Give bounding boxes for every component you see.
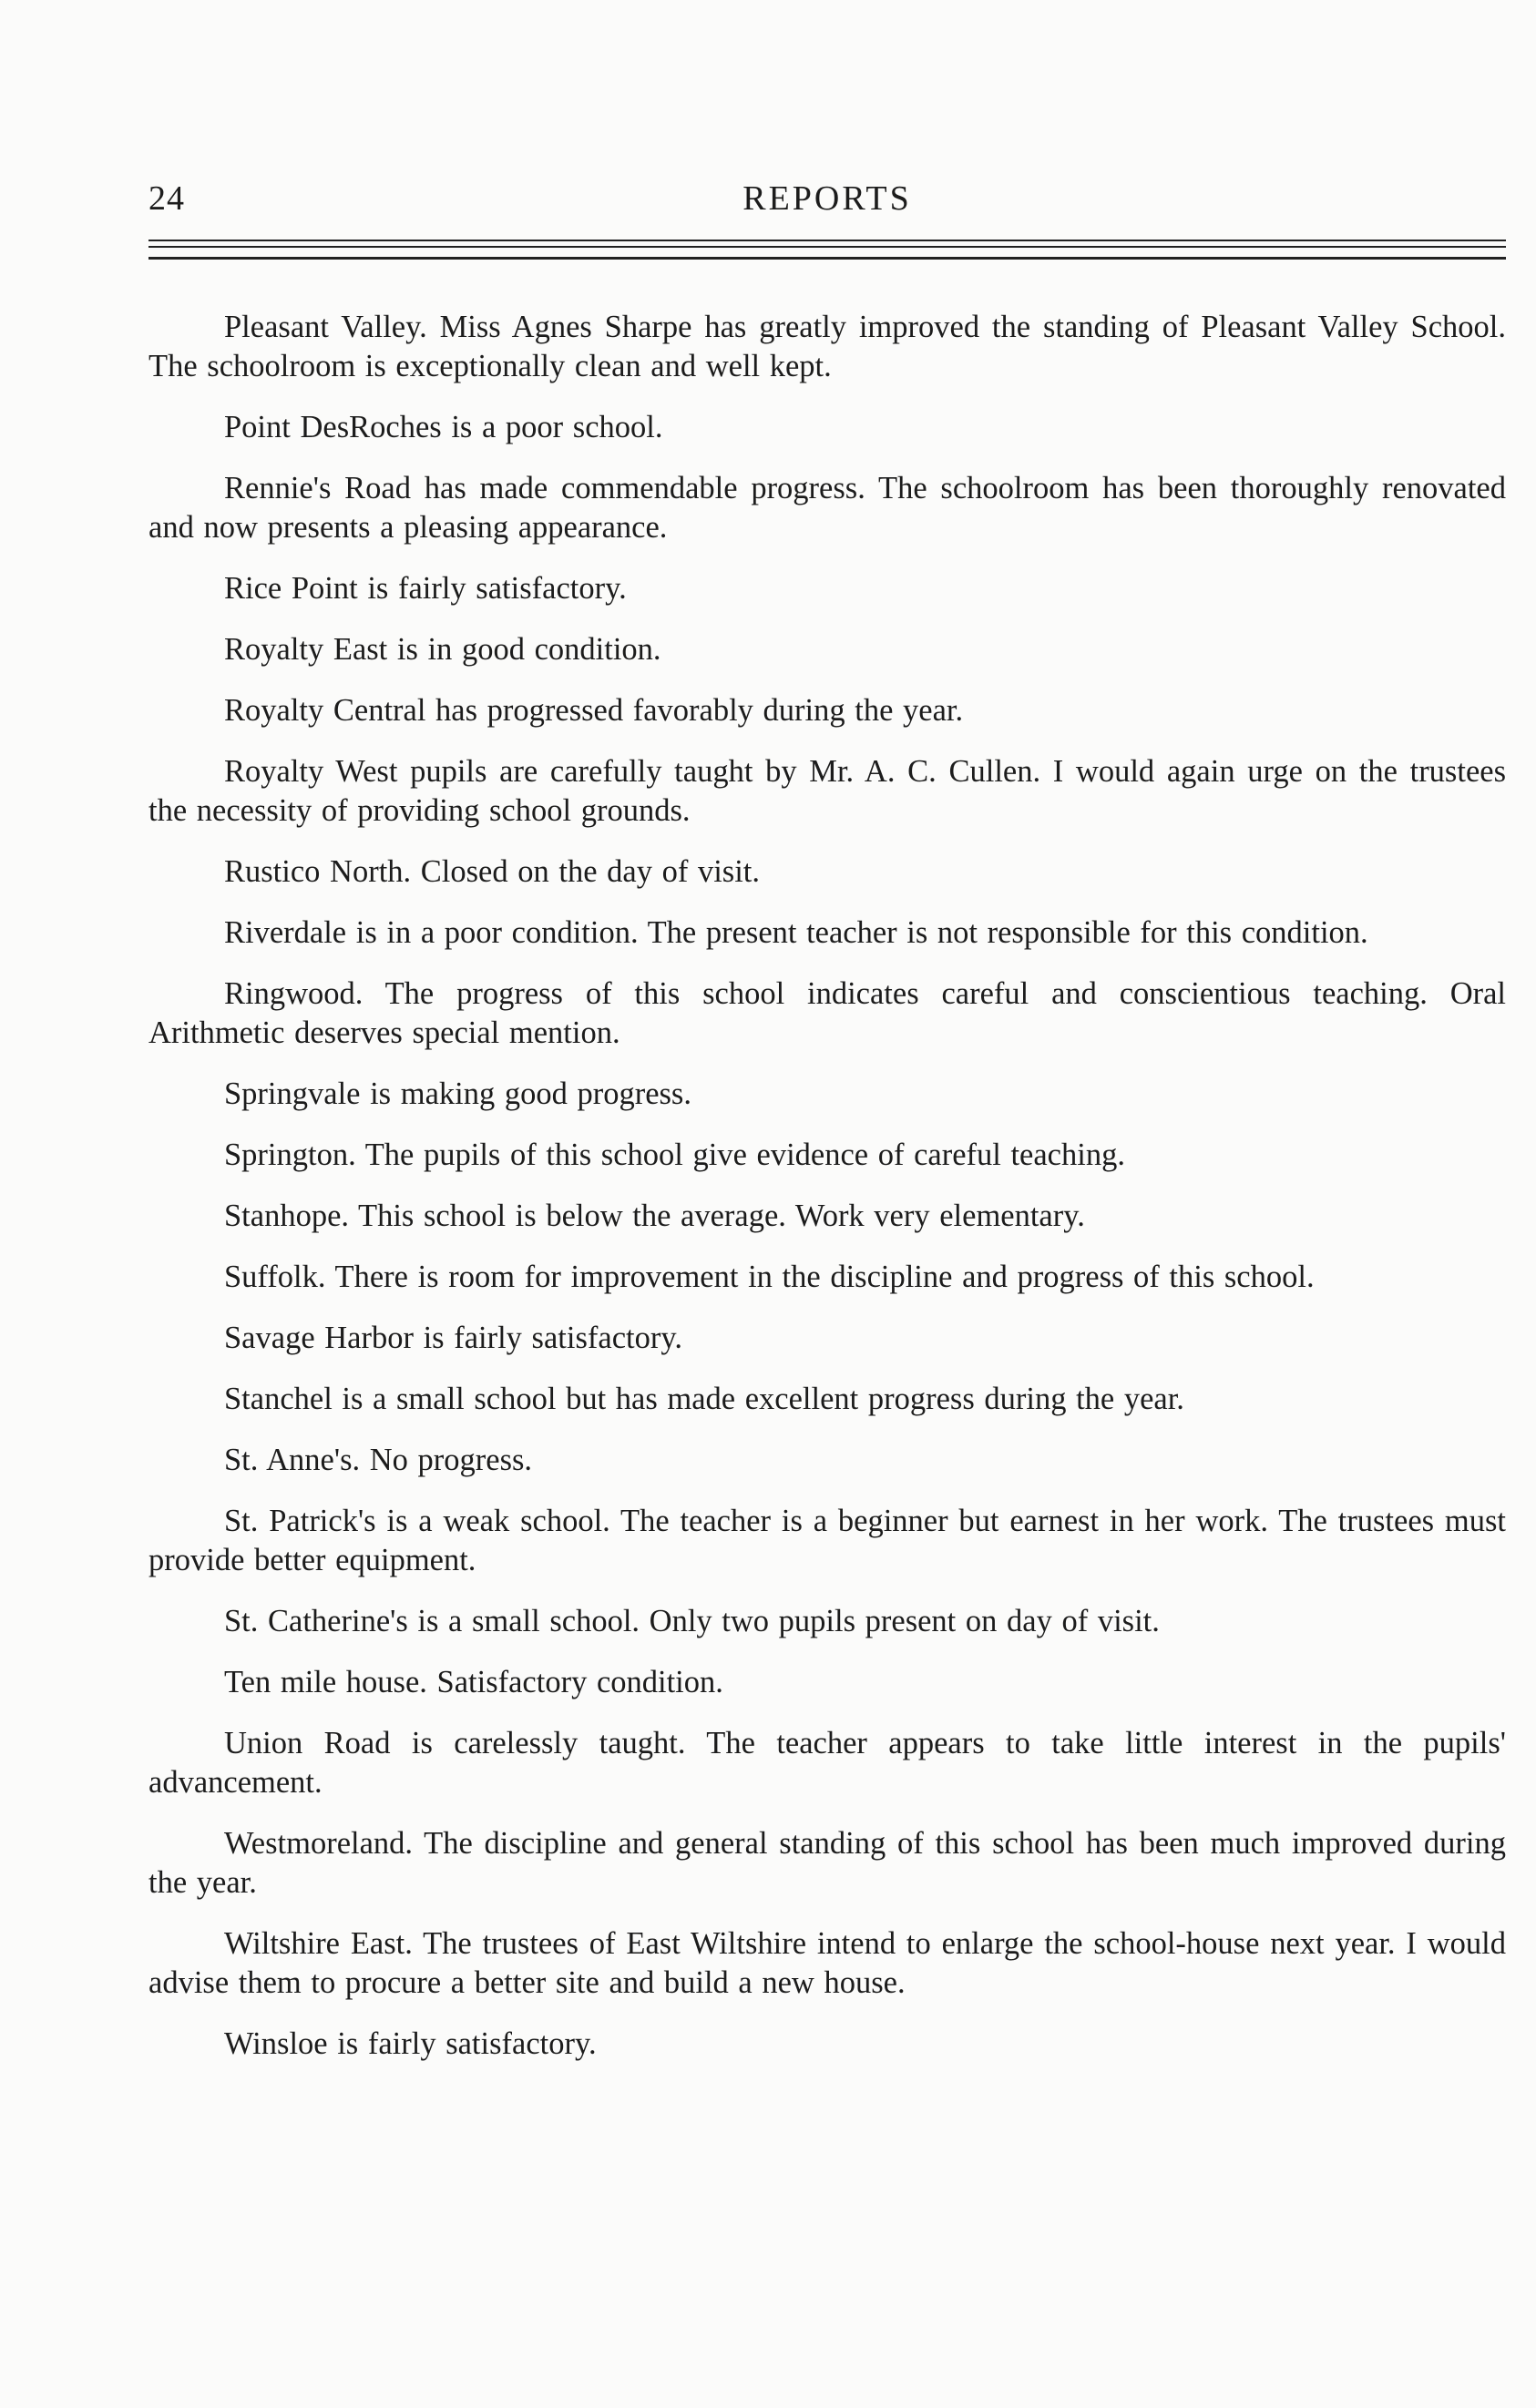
header-rule-top: [148, 240, 1506, 241]
paragraph-stanhope: Stanhope. This school is below the average. Work very elementary.: [224, 1199, 1085, 1233]
paragraph-winsloe: Winsloe is fairly satisfactory.: [224, 2026, 597, 2061]
paragraph-riverdale: Riverdale is in a poor condition. The present teacher is not responsible for this condition.: [224, 915, 1368, 950]
page-number: 24: [148, 179, 185, 218]
paragraph-point-desroches: Point DesRoches is a poor school.: [224, 410, 663, 444]
paragraph-royalty-central: Royalty Central has progressed favorably during the year.: [224, 693, 964, 728]
paragraph-pleasant-valley: Pleasant Valley. Miss Agnes Sharpe has greatly improved the standing of Pleasant Valley School. The schoolroom is exceptionally clean and well kept.: [148, 310, 1506, 383]
paragraph-st-patricks: St. Patrick's is a weak school. The teacher is a beginner but earnest in her work. The trustees must provide better equipment.: [148, 1504, 1506, 1577]
paragraph-royalty-west: Royalty West pupils are carefully taught by Mr. A. C. Cullen. I would again urge on the trustees the necessity of providing school grounds.: [148, 754, 1506, 828]
paragraph-rennies-road: Rennie's Road has made commendable progress. The schoolroom has been thoroughly renovated and now presents a pleasing appearance.: [148, 471, 1506, 545]
paragraph-springton: Springton. The pupils of this school give evidence of careful teaching.: [224, 1138, 1125, 1172]
paragraph-springvale: Springvale is making good progress.: [224, 1076, 691, 1111]
paragraph-st-annes: St. Anne's. No progress.: [224, 1443, 533, 1477]
paragraph-ringwood: Ringwood. The progress of this school indicates careful and conscientious teaching. Oral Arithmetic deserves special mention.: [148, 976, 1506, 1050]
paragraph-royalty-east: Royalty East is in good condition.: [224, 632, 661, 667]
paragraph-union-road: Union Road is carelessly taught. The teacher appears to take little interest in the pupils' advancement.: [148, 1726, 1506, 1800]
running-title: REPORTS: [742, 179, 912, 218]
paragraph-st-catherines: St. Catherine's is a small school. Only two pupils present on day of visit.: [224, 1604, 1160, 1638]
paragraph-ten-mile-house: Ten mile house. Satisfactory condition.: [224, 1665, 723, 1699]
page-header: [148, 179, 1506, 224]
paragraph-westmoreland: Westmoreland. The discipline and general standing of this school has been much improved during the year.: [148, 1826, 1506, 1900]
paragraph-savage-harbor: Savage Harbor is fairly satisfactory.: [224, 1321, 682, 1355]
header-rule-bottom: [148, 257, 1506, 260]
paragraph-wiltshire-east: Wiltshire East. The trustees of East Wiltshire intend to enlarge the school-house next year. I would advise them to procure a better site and build a new house.: [148, 1926, 1506, 2000]
paragraph-suffolk: Suffolk. There is room for improvement in the discipline and progress of this school.: [224, 1260, 1315, 1294]
paragraph-rice-point: Rice Point is fairly satisfactory.: [224, 571, 627, 606]
paragraph-rustico-north: Rustico North. Closed on the day of visit.: [224, 854, 761, 889]
header-rule-middle: [148, 246, 1506, 248]
paragraph-stanchel: Stanchel is a small school but has made excellent progress during the year.: [224, 1382, 1184, 1416]
report-body: [148, 308, 1506, 2064]
